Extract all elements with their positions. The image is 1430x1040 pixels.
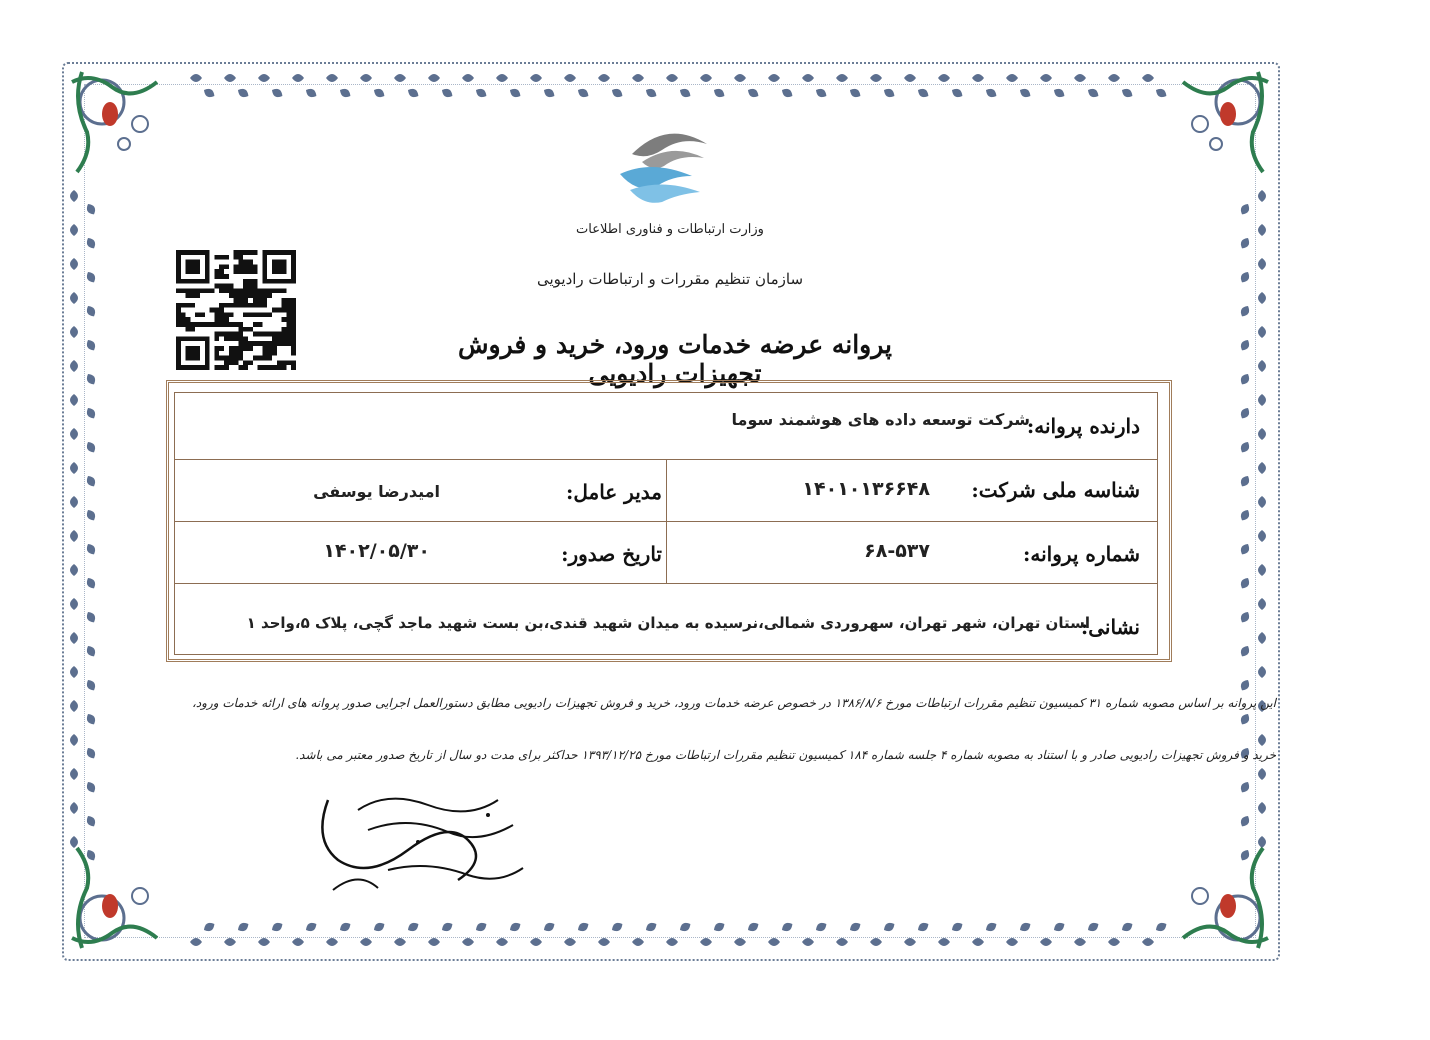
- license-title: پروانه عرضه خدمات ورود، خرید و فروش تجهیزات رادیویی: [458, 330, 892, 388]
- corner-ornament-bottom-right: [1158, 838, 1278, 958]
- organization-name: سازمان تنظیم مقررات و ارتباطات رادیویی: [536, 270, 804, 288]
- ceo-label: مدیر عامل:: [565, 480, 662, 504]
- table-column-divider: [666, 459, 667, 583]
- ceo-value: امیدرضا یوسفی: [313, 482, 440, 501]
- license-number-label: شماره پروانه:: [1022, 542, 1140, 566]
- cra-logo-icon: [612, 114, 722, 206]
- corner-ornament-bottom-left: [62, 838, 182, 958]
- holder-label: دارنده پروانه:: [1026, 414, 1140, 438]
- body-text-line-2: خرید و فروش تجهیزات رادیویی صادر و با استناد به مصوبه شماره ۴ جلسه شماره ۱۸۴ کمیسیون تنظیم مقررات ارتباطات مورخ ۱۳۹۳/۱۲/۲۵ حداکثر برای مدت دو سال از تاریخ صدور معتبر می باشد.: [295, 748, 1276, 762]
- issue-date-label: تاریخ صدور:: [561, 542, 662, 566]
- address-label: نشانی:: [1080, 615, 1140, 639]
- ministry-name: وزارت ارتباطات و فناوری اطلاعات: [576, 222, 764, 237]
- issue-date-value: ۱۴۰۲/۰۵/۳۰: [323, 540, 430, 562]
- address-value: استان تهران، شهر تهران، سهروردی شمالی،نرسیده به میدان شهید قندی،بن بست شهید ماجد گچی، پلاک ۵،واحد ۱: [246, 614, 1090, 632]
- qr-code-icon: [176, 250, 296, 370]
- signature-image: [298, 770, 538, 910]
- table-divider: [174, 583, 1158, 584]
- body-text-line-1: این پروانه بر اساس مصوبه شماره ۳۱ کمیسیون تنظیم مقررات ارتباطات مورخ ۱۳۸۶/۸/۶ در خصوص عرضه خدمات ورود، خرید و فروش تجهیزات رادیویی مطابق دستورالعمل اجرایی صدور پروانه های ارائه خدمات ورود،: [191, 696, 1276, 710]
- national-id-value: ۱۴۰۱۰۱۳۶۶۴۸: [802, 478, 930, 500]
- holder-value: شرکت توسعه داده های هوشمند سوما: [731, 410, 1030, 429]
- corner-ornament-top-right: [1158, 62, 1278, 182]
- corner-ornament-top-left: [62, 62, 182, 182]
- license-number-value: ۶۸-۵۳۷: [864, 540, 930, 562]
- national-id-label: شناسه ملی شرکت:: [971, 478, 1140, 502]
